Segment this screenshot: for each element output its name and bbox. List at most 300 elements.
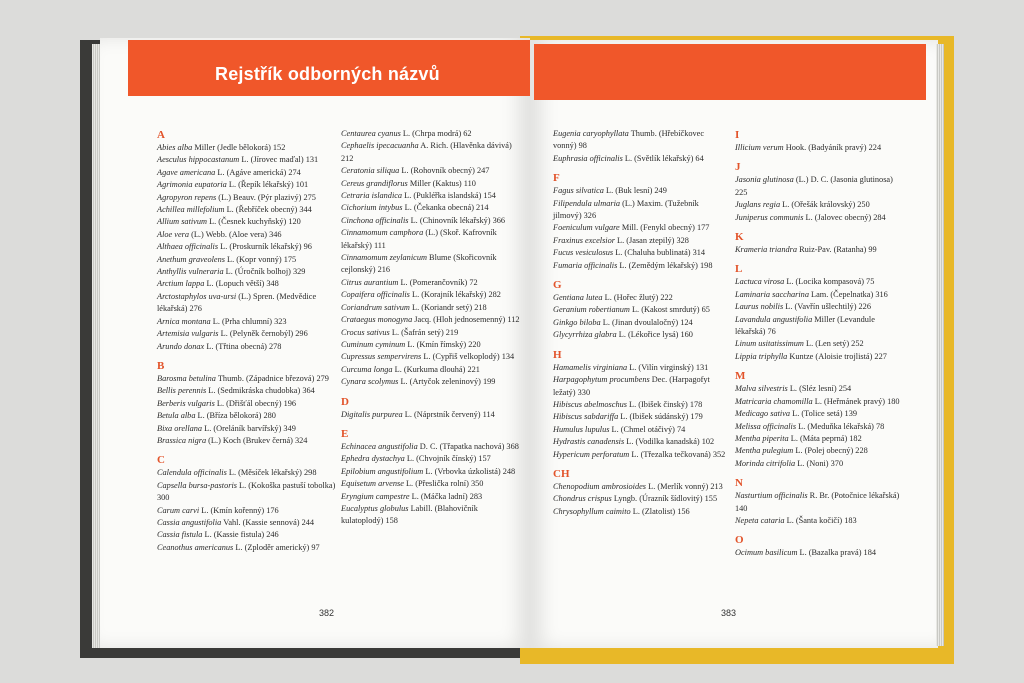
index-entry bbox=[553, 198, 728, 223]
entry-detail: L. (Zemědým lékařský) 198 bbox=[617, 260, 713, 270]
index-entry bbox=[157, 316, 337, 328]
scientific-name: Mentha pulegium bbox=[735, 446, 794, 456]
index-entry bbox=[157, 435, 337, 447]
entry-detail: L. (Meduňka lékařská) 78 bbox=[796, 421, 885, 431]
entry-detail: L. (Chmel otáčivý) 74 bbox=[609, 424, 686, 434]
scientific-name: Agropyron repens bbox=[157, 192, 217, 202]
index-entry bbox=[157, 385, 337, 397]
scientific-name: Arnica montana bbox=[157, 316, 211, 326]
index-entry bbox=[735, 276, 900, 288]
entry-detail: L. (Jinan dvoulaločný) 124 bbox=[600, 317, 693, 327]
entry-detail: Mill. (Fenykl obecný) 177 bbox=[619, 223, 710, 233]
index-entry bbox=[735, 301, 900, 313]
entry-detail: L. (Kakost smrdutý) 65 bbox=[629, 305, 710, 315]
entry-detail: L. (Lopuch větší) 348 bbox=[204, 279, 279, 289]
entry-detail: L. (Jalovec obecný) 284 bbox=[803, 212, 886, 222]
scientific-name: Bellis perennis bbox=[157, 386, 207, 396]
entry-detail: L. (Ibišek súdánský) 179 bbox=[618, 412, 703, 422]
index-entry bbox=[157, 517, 337, 529]
entry-detail: L. (Pomerančovník) 72 bbox=[398, 277, 478, 287]
scientific-name: Mentha piperita bbox=[735, 433, 789, 443]
index-entry bbox=[157, 398, 337, 410]
scientific-name: Anthyllis vulneraria bbox=[157, 267, 224, 277]
scientific-name: Equisetum arvense bbox=[341, 479, 404, 489]
index-entry bbox=[341, 289, 521, 301]
index-entry bbox=[157, 204, 337, 216]
entry-detail: (L.) Webb. (Aloe vera) 346 bbox=[189, 229, 282, 239]
section-letter: C bbox=[157, 454, 165, 467]
section-letter: H bbox=[553, 348, 562, 361]
scientific-name: Achillea millefolium bbox=[157, 205, 225, 215]
scientific-name: Cinnamomum camphora bbox=[341, 228, 424, 238]
entry-detail: L. (Měsíček lékařský) 298 bbox=[226, 468, 317, 478]
index-entry bbox=[341, 140, 521, 165]
scientific-name: Coriandrum sativum bbox=[341, 302, 410, 312]
index-entry bbox=[553, 292, 728, 304]
scientific-name: Melissa officinalis bbox=[735, 421, 797, 431]
index-entry bbox=[553, 411, 728, 423]
scientific-name: Copaifera officinalis bbox=[341, 290, 410, 300]
index-column-2 bbox=[341, 128, 521, 528]
entry-detail: L. (Cypřiš velkoplodý) 134 bbox=[421, 352, 515, 362]
entry-detail: Miller (Levandule lékařská) 76 bbox=[735, 314, 875, 337]
entry-detail: L. (Dřišťál obecný) 196 bbox=[214, 398, 297, 408]
scientific-name: Barosma betulina bbox=[157, 373, 216, 383]
index-entry bbox=[735, 142, 900, 154]
entry-detail: L. (Koriandr setý) 218 bbox=[409, 302, 487, 312]
scientific-name: Brassica nigra bbox=[157, 435, 207, 445]
entry-detail: Lyngb. (Úrazník šídlovitý) 155 bbox=[611, 494, 718, 504]
entry-detail: L. (Máčka ladní) 283 bbox=[409, 491, 483, 501]
scientific-name: Hamamelis virginiana bbox=[553, 362, 628, 372]
scientific-name: Aloe vera bbox=[157, 229, 190, 239]
entry-detail: L. (Máta peprná) 182 bbox=[788, 433, 862, 443]
entry-detail: L. (Kokoška pastuší tobolka) 300 bbox=[157, 480, 336, 503]
index-entry bbox=[341, 453, 521, 465]
entry-detail: Vahl. (Kassie sennová) 244 bbox=[221, 517, 315, 527]
scientific-name: Echinacea angustifolia bbox=[341, 441, 418, 451]
index-entry bbox=[735, 433, 900, 445]
index-entry bbox=[735, 212, 900, 224]
scientific-name: Geranium robertianum bbox=[553, 305, 630, 315]
entry-detail: L. (Pukléřka islandská) 154 bbox=[402, 191, 496, 201]
scientific-name: Eryngium campestre bbox=[341, 491, 410, 501]
scientific-name: Hypericum perforatum bbox=[553, 449, 630, 459]
entry-detail: Ruiz-Pav. (Ratanha) 99 bbox=[797, 245, 877, 255]
scientific-name: Cassia angustifolia bbox=[157, 517, 222, 527]
index-entry bbox=[735, 289, 900, 301]
entry-detail: L. (Kassie fistula) 246 bbox=[202, 530, 279, 540]
entry-detail: L. (Přeslička rolní) 350 bbox=[403, 479, 484, 489]
scientific-name: Chondrus crispus bbox=[553, 494, 612, 504]
scientific-name: Hibiscus abelmoschus bbox=[553, 399, 627, 409]
index-entry bbox=[157, 179, 337, 191]
index-entry bbox=[341, 351, 521, 363]
scientific-name: Fraxinus excelsior bbox=[553, 235, 615, 245]
entry-detail: L. (Kmín kořenný) 176 bbox=[199, 505, 279, 515]
entry-detail: L. (Korajník lékařský) 282 bbox=[409, 290, 501, 300]
entry-detail: L. (Sléz lesní) 254 bbox=[787, 384, 852, 394]
scientific-name: Lippia triphylla bbox=[735, 351, 788, 361]
index-entry bbox=[735, 515, 900, 527]
index-entry bbox=[157, 341, 337, 353]
scientific-name: Glycyrrhiza glabra bbox=[553, 330, 617, 340]
index-entry bbox=[735, 383, 900, 395]
index-entry bbox=[157, 241, 337, 253]
entry-detail: L. (Polej obecný) 228 bbox=[793, 446, 868, 456]
index-entry bbox=[157, 154, 337, 166]
entry-detail: L. (Řebříček obecný) 344 bbox=[224, 205, 312, 215]
entry-detail: L. (Kmín římský) 220 bbox=[405, 339, 481, 349]
index-entry bbox=[157, 373, 337, 385]
index-entry bbox=[341, 252, 521, 277]
index-entry bbox=[157, 229, 337, 241]
entry-detail: A. Rich. (Hlavěnka dávivá) 212 bbox=[341, 141, 512, 163]
scientific-name: Allium sativum bbox=[157, 217, 208, 227]
index-entry bbox=[735, 490, 900, 515]
entry-detail: L. (Lékořice lysá) 160 bbox=[616, 330, 693, 340]
index-entry bbox=[157, 542, 337, 554]
scientific-name: Juniperus communis bbox=[735, 212, 804, 222]
entry-detail: L. (Šanta kočičí) 183 bbox=[784, 515, 857, 525]
section-letter: D bbox=[341, 395, 349, 408]
entry-detail: (L.) Beauv. (Pýr plazivý) 275 bbox=[216, 192, 316, 202]
index-entry bbox=[553, 481, 728, 493]
entry-detail: Thumb. (Hřebíčkovec vonný) 98 bbox=[553, 129, 704, 151]
index-entry bbox=[341, 478, 521, 490]
index-entry bbox=[341, 339, 521, 351]
index-entry bbox=[553, 304, 728, 316]
entry-detail: Hook. (Badyáník pravý) 224 bbox=[783, 143, 882, 152]
entry-detail: L. (Kopr vonný) 175 bbox=[224, 254, 297, 264]
index-column-3 bbox=[553, 128, 728, 518]
entry-detail: L. (Česnek kuchyňský) 120 bbox=[207, 217, 301, 227]
scientific-name: Morinda citrifolia bbox=[735, 458, 796, 468]
entry-detail: L. (Zlatolist) 156 bbox=[630, 506, 690, 516]
scientific-name: Agave americana bbox=[157, 167, 216, 177]
entry-detail: L. (Heřmánek pravý) 180 bbox=[812, 396, 900, 406]
scientific-name: Arctium lappa bbox=[157, 279, 205, 289]
index-entry bbox=[157, 142, 337, 154]
page-title: Rejstřík odborných názvů bbox=[215, 64, 440, 84]
index-entry bbox=[553, 329, 728, 341]
scientific-name: Betula alba bbox=[157, 411, 196, 421]
index-entry bbox=[341, 441, 521, 453]
entry-detail: Thumb. (Západnice březová) 279 bbox=[215, 373, 329, 383]
index-entry bbox=[553, 424, 728, 436]
scientific-name: Arundo donax bbox=[157, 341, 205, 351]
index-entry bbox=[341, 327, 521, 339]
entry-detail: L. (Locika kompasová) 75 bbox=[784, 277, 875, 287]
scientific-name: Centaurea cyanus bbox=[341, 129, 401, 138]
scientific-name: Cupressus sempervirens bbox=[341, 352, 422, 362]
index-entry bbox=[157, 266, 337, 278]
scientific-name: Humulus lupulus bbox=[553, 424, 610, 434]
scientific-name: Cinchona officinalis bbox=[341, 215, 409, 225]
scientific-name: Hydrastis canadensis bbox=[553, 437, 625, 447]
scientific-name: Chenopodium ambrosioides bbox=[553, 481, 647, 491]
section-letter: O bbox=[735, 534, 744, 547]
entry-detail: L. (Jírovec maďal) 131 bbox=[239, 155, 319, 165]
scientific-name: Nepeta cataria bbox=[735, 515, 785, 525]
scientific-name: Ceratonia siliqua bbox=[341, 166, 400, 176]
scientific-name: Krameria triandra bbox=[735, 245, 798, 255]
scientific-name: Gentiana lutea bbox=[553, 293, 603, 303]
entry-detail: D. C. (Třapatka nachová) 368 bbox=[417, 441, 519, 451]
index-entry bbox=[553, 317, 728, 329]
entry-detail: L. (Pelyněk černobýl) 296 bbox=[218, 329, 308, 339]
index-entry bbox=[553, 493, 728, 505]
scientific-name: Curcuma longa bbox=[341, 364, 393, 374]
index-entry bbox=[341, 314, 521, 326]
section-letter: CH bbox=[553, 467, 570, 480]
scientific-name: Fumaria officinalis bbox=[553, 260, 618, 270]
index-entry bbox=[553, 506, 728, 518]
scientific-name: Eucalyptus globulus bbox=[341, 503, 409, 513]
entry-detail: L. (Řepík lékařský) 101 bbox=[226, 180, 309, 190]
scientific-name: Ceanothus americanus bbox=[157, 542, 234, 552]
scientific-name: Fucus vesiculosus bbox=[553, 248, 614, 258]
section-letter: A bbox=[157, 129, 165, 141]
entry-detail: L. (Jasan ztepilý) 328 bbox=[614, 235, 689, 245]
scientific-name: Carum carvi bbox=[157, 505, 200, 515]
scientific-name: Lavandula angustifolia bbox=[735, 314, 813, 324]
scientific-name: Bixa orellana bbox=[157, 423, 203, 433]
entry-detail: L. (Len setý) 252 bbox=[803, 339, 864, 349]
scientific-name: Medicago sativa bbox=[735, 409, 791, 419]
scientific-name: Citrus aurantium bbox=[341, 277, 399, 287]
scientific-name: Illicium verum bbox=[735, 143, 784, 152]
entry-detail: (L.) Spren. (Medvědice lékařská) 276 bbox=[157, 291, 317, 314]
scientific-name: Ocimum basilicum bbox=[735, 548, 798, 558]
scientific-name: Juglans regia bbox=[735, 200, 781, 210]
index-entry bbox=[157, 328, 337, 340]
entry-detail: (L.) Maxim. (Tužebník jilmový) 326 bbox=[553, 198, 699, 221]
entry-detail: L. (Vrbovka úzkolistá) 248 bbox=[423, 466, 516, 476]
index-entry bbox=[735, 547, 900, 559]
index-entry bbox=[157, 423, 337, 435]
scientific-name: Hibiscus sabdariffa bbox=[553, 412, 619, 422]
index-entry bbox=[735, 458, 900, 470]
scientific-name: Fagus silvatica bbox=[553, 186, 604, 196]
scientific-name: Arctostaphylos uva-ursi bbox=[157, 291, 237, 301]
index-entry bbox=[341, 128, 521, 140]
scientific-name: Matricaria chamomilla bbox=[735, 396, 813, 406]
scientific-name: Capsella bursa-pastoris bbox=[157, 480, 237, 490]
entry-detail: L. (Ibišek činský) 178 bbox=[626, 399, 703, 409]
scientific-name: Ephedra dystachya bbox=[341, 454, 405, 464]
scientific-name: Ginkgo biloba bbox=[553, 317, 601, 327]
section-letter: E bbox=[341, 427, 349, 440]
entry-detail: Labill. (Blahovičník kulatoplodý) 158 bbox=[341, 503, 478, 526]
entry-detail: L. (Vavřín ušlechtilý) 226 bbox=[783, 302, 871, 312]
index-entry bbox=[735, 244, 900, 256]
index-entry bbox=[553, 374, 728, 399]
entry-detail: L. (Třezalka tečkovaná) 352 bbox=[629, 449, 726, 459]
scientific-name: Agrimonia eupatoria bbox=[157, 180, 227, 190]
scientific-name: Cynara scolymus bbox=[341, 377, 399, 387]
index-entry bbox=[157, 505, 337, 517]
scientific-name: Chrysophyllum caimito bbox=[553, 506, 631, 516]
index-entry bbox=[553, 399, 728, 411]
entry-detail: L. (Vilín virginský) 131 bbox=[627, 362, 709, 372]
index-entry bbox=[341, 165, 521, 177]
entry-detail: L. (Čekanka obecná) 214 bbox=[402, 203, 489, 213]
entry-detail: (L.) (Skoř. Kafrovník lékařský) 111 bbox=[341, 228, 497, 250]
scientific-name: Calendula officinalis bbox=[157, 468, 227, 478]
entry-detail: L. (Zploděr americký) 97 bbox=[233, 542, 320, 552]
entry-detail: L. (Prha chlumní) 323 bbox=[210, 316, 287, 326]
entry-detail: Dec. (Harpagofyt ležatý) 330 bbox=[553, 375, 710, 397]
index-entry bbox=[341, 409, 521, 421]
scientific-name: Digitalis purpurea bbox=[341, 409, 403, 419]
entry-detail: L. (Artyčok zeleninový) 199 bbox=[398, 377, 496, 387]
scientific-name: Artemisia vulgaris bbox=[157, 329, 219, 339]
index-entry bbox=[735, 421, 900, 433]
entry-detail: L. (Chrpa modrá) 62 bbox=[400, 129, 472, 138]
index-entry bbox=[341, 491, 521, 503]
index-entry bbox=[341, 215, 521, 227]
index-entry bbox=[157, 529, 337, 541]
scientific-name: Laminaria saccharina bbox=[735, 289, 809, 299]
index-entry bbox=[341, 376, 521, 388]
scientific-name: Laurus nobilis bbox=[735, 302, 784, 312]
section-letter: N bbox=[735, 477, 743, 490]
entry-detail: Jacq. (Hloh jednosemenný) 112 bbox=[412, 315, 520, 325]
section-letter: M bbox=[735, 370, 746, 383]
index-entry bbox=[553, 128, 728, 153]
entry-detail: L. (Bazalka pravá) 184 bbox=[797, 548, 877, 558]
entry-detail: (L.) D. C. (Jasonia glutinosa) 225 bbox=[735, 175, 893, 197]
section-letter: L bbox=[735, 263, 743, 276]
scientific-name: Foeniculum vulgare bbox=[553, 223, 620, 233]
scientific-name: Abies alba bbox=[157, 143, 193, 152]
index-entry bbox=[553, 449, 728, 461]
entry-detail: L. (Agáve americká) 274 bbox=[215, 167, 301, 177]
index-entry bbox=[553, 260, 728, 272]
entry-detail: L. (Náprstník červený) 114 bbox=[402, 409, 495, 419]
index-entry bbox=[157, 410, 337, 422]
index-entry bbox=[553, 362, 728, 374]
index-entry bbox=[735, 408, 900, 420]
scientific-name: Filipendula ulmaria bbox=[553, 198, 621, 208]
scientific-name: Berberis vulgaris bbox=[157, 398, 215, 408]
entry-detail: L. (Rohovník obecný) 247 bbox=[399, 166, 490, 176]
section-letter: K bbox=[735, 231, 744, 244]
index-entry bbox=[341, 503, 521, 528]
entry-detail: (L.) Koch (Brukev černá) 324 bbox=[206, 435, 308, 445]
index-entry bbox=[157, 254, 337, 266]
index-entry bbox=[341, 190, 521, 202]
index-entry bbox=[341, 466, 521, 478]
index-entry bbox=[735, 396, 900, 408]
header-band-right bbox=[534, 44, 926, 100]
entry-detail: Kuntze (Aloisie trojlistá) 227 bbox=[787, 351, 887, 361]
index-entry bbox=[157, 216, 337, 228]
scientific-name: Jasonia glutinosa bbox=[735, 175, 794, 185]
section-letter: I bbox=[735, 129, 740, 141]
index-entry bbox=[341, 178, 521, 190]
scientific-name: Nasturtium officinalis bbox=[735, 491, 808, 501]
scientific-name: Cassia fistula bbox=[157, 530, 203, 540]
index-entry bbox=[157, 278, 337, 290]
scientific-name: Cephaelis ipecacuanha bbox=[341, 141, 419, 151]
index-entry bbox=[553, 235, 728, 247]
entry-detail: L. (Buk lesní) 249 bbox=[603, 186, 667, 196]
section-letter: F bbox=[553, 172, 560, 185]
entry-detail: Lam. (Čepelnatka) 316 bbox=[808, 289, 888, 299]
index-entry bbox=[157, 480, 337, 505]
scientific-name: Epilobium angustifolium bbox=[341, 466, 424, 476]
index-entry bbox=[341, 302, 521, 314]
page-number-left: 382 bbox=[319, 608, 335, 618]
entry-detail: Miller (Kaktus) 110 bbox=[407, 178, 476, 188]
entry-detail: L. (Hořec žlutý) 222 bbox=[602, 293, 673, 303]
scientific-name: Cereus grandiflorus bbox=[341, 178, 408, 188]
entry-detail: R. Br. (Potočnice lékařská) 140 bbox=[735, 491, 900, 513]
entry-detail: L. (Oreláník barvířský) 349 bbox=[202, 423, 296, 433]
entry-detail: L. (Třtina obecná) 278 bbox=[204, 341, 282, 351]
index-entry bbox=[735, 338, 900, 350]
page-edges-right bbox=[936, 44, 944, 646]
entry-detail: Miller (Jedle bělokorá) 152 bbox=[192, 143, 286, 152]
scientific-name: Harpagophytum procumbens bbox=[553, 375, 650, 385]
index-entry bbox=[735, 199, 900, 211]
index-entry bbox=[341, 202, 521, 214]
index-entry bbox=[341, 227, 521, 252]
index-entry bbox=[157, 291, 337, 316]
scientific-name: Lactuca virosa bbox=[735, 277, 785, 287]
index-entry bbox=[553, 222, 728, 234]
index-entry bbox=[735, 351, 900, 363]
scientific-name: Malva silvestris bbox=[735, 384, 788, 394]
index-entry bbox=[553, 185, 728, 197]
scientific-name: Linum usitatissimum bbox=[735, 339, 804, 349]
entry-detail: L. (Noni) 370 bbox=[795, 458, 844, 468]
entry-detail: L. (Chvojník čínský) 157 bbox=[404, 454, 491, 464]
scientific-name: Crataegus monogyna bbox=[341, 315, 413, 325]
entry-detail: L. (Sedmikráska chudobka) 364 bbox=[206, 386, 315, 396]
page-number-right: 383 bbox=[721, 608, 737, 618]
entry-detail: L. (Šafrán setý) 219 bbox=[389, 327, 459, 337]
scientific-name: Cetraria islandica bbox=[341, 191, 403, 201]
entry-detail: L. (Tolice setá) 139 bbox=[790, 409, 857, 419]
index-entry bbox=[553, 247, 728, 259]
entry-detail: L. (Proskurník lékařský) 96 bbox=[218, 242, 312, 252]
scientific-name: Cinnamomum zeylanicum bbox=[341, 253, 427, 263]
scientific-name: Euphrasia officinalis bbox=[553, 153, 623, 163]
entry-detail: L. (Chaluha bublinatá) 314 bbox=[613, 248, 706, 258]
index-entry bbox=[157, 467, 337, 479]
entry-detail: L. (Merlík vonný) 213 bbox=[646, 481, 723, 491]
scientific-name: Althaea officinalis bbox=[157, 242, 219, 252]
scientific-name: Aesculus hippocastanum bbox=[157, 155, 240, 165]
index-entry bbox=[341, 364, 521, 376]
scientific-name: Crocus sativus bbox=[341, 327, 390, 337]
entry-detail: L. (Světlík lékařský) 64 bbox=[622, 153, 704, 163]
index-column-4 bbox=[735, 128, 900, 560]
index-column-1 bbox=[157, 128, 337, 554]
index-entry bbox=[553, 436, 728, 448]
index-entry bbox=[341, 277, 521, 289]
entry-detail: L. (Úročník bolhoj) 329 bbox=[223, 267, 306, 277]
section-letter: B bbox=[157, 359, 165, 372]
index-entry bbox=[735, 314, 900, 339]
entry-detail: L. (Chinovník lékařský) 366 bbox=[408, 215, 506, 225]
entry-detail: L. (Bříza bělokorá) 280 bbox=[195, 411, 276, 421]
entry-detail: L. (Kurkuma dlouhá) 221 bbox=[392, 364, 480, 374]
scientific-name: Cichorium intybus bbox=[341, 203, 403, 213]
